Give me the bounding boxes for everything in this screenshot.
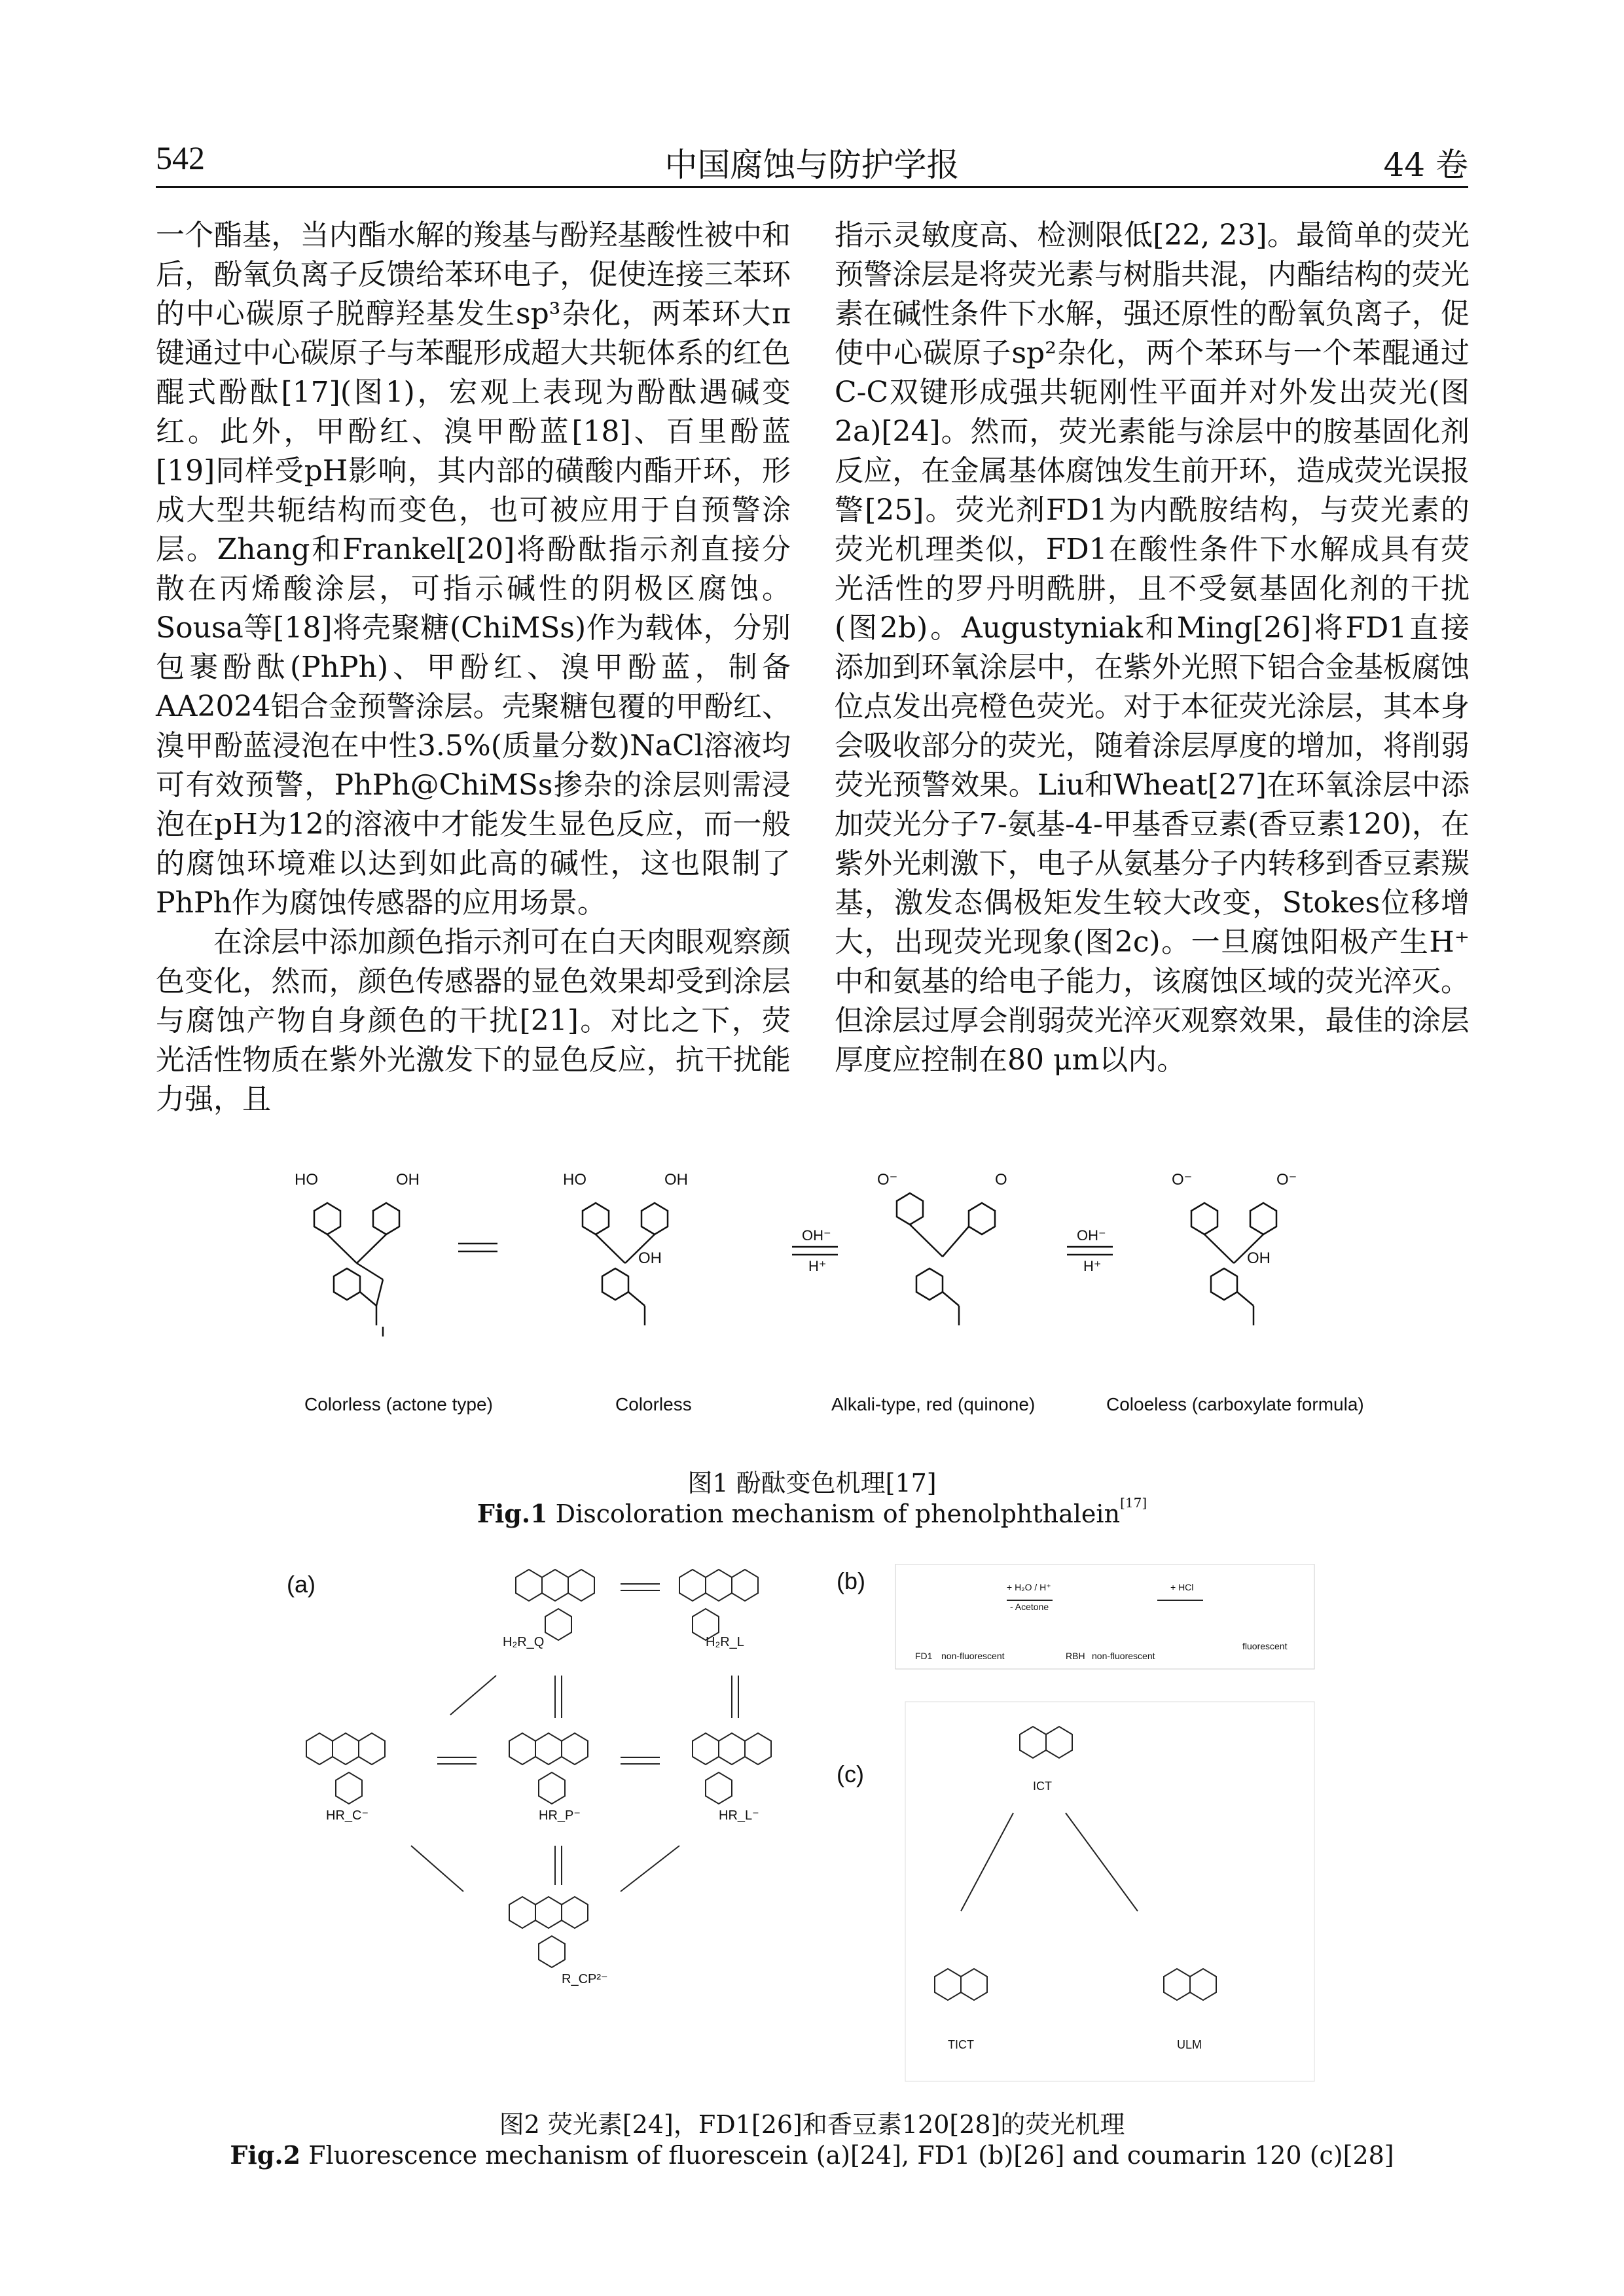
species-label: HR_P⁻ xyxy=(539,1808,581,1823)
figure-1-caption-en xyxy=(0,1495,1624,1528)
svg-text:O⁻: O⁻ xyxy=(1172,1171,1193,1189)
caption-text: Fluorescence mechanism of fluorescein (a)[24], FD1 (b)[26] and coumarin 120 (c)[28] xyxy=(300,2141,1394,2170)
right-column xyxy=(835,216,1470,1080)
figure-1-caption-cn: 图1 酚酞变色机理[17] xyxy=(687,1469,937,1498)
c-label: ICT xyxy=(1033,1780,1052,1793)
svg-text:OH: OH xyxy=(664,1171,688,1189)
svg-text:O: O xyxy=(995,1171,1007,1189)
left-column xyxy=(156,216,791,1119)
species-label: R_CP²⁻ xyxy=(562,1972,608,1986)
svg-text:O⁻: O⁻ xyxy=(1276,1171,1297,1189)
running-header xyxy=(156,126,1468,188)
arrow-label: H⁺ xyxy=(808,1258,827,1274)
structure-label: Alkali-type, red (quinone) xyxy=(831,1394,1036,1414)
arrow-label: OH⁻ xyxy=(802,1227,831,1244)
b-label: non-fluorescent xyxy=(1092,1651,1155,1661)
body-paragraph: 一个酯基，当内酯水解的羧基与酚羟基酸性被中和后，酚氧负离子反馈给苯环电子，促使连接三苯环的中心碳原子脱醇羟基发生sp³杂化，两苯环大π键通过中心碳原子与苯醌形成超大共轭体系的红色醌式酚酞[17](图1)，宏观上表现为酚酞遇碱变红。此外，甲酚红、溴甲酚蓝[18]、百里酚蓝[19]同样受pH影响，其内部的磺酸内酯开环，形成大型共轭结构而变色，也可被应用于自预警涂层。Zhang和Frankel[20]将酚酞指示剂直接分散在丙烯酸涂层，可指示碱性的阴极区腐蚀。Sousa等[18]将壳聚糖(ChiMSs)作为载体，分别包裹酚酞(PhPh)、甲酚红、溴甲酚蓝，制备AA2024铝合金预警涂层。壳聚糖包覆的甲酚红、溴甲酚蓝浸泡在中性3.5%(质量分数)NaCl溶液均可有效预警，PhPh@ChiMSs掺杂的涂层则需浸泡在pH为12的溶液中才能发生显色反应，而一般的腐蚀环境难以达到如此高的碱性，这也限制了PhPh作为腐蚀传感器的应用场景。 xyxy=(156,219,791,920)
b-label: FD1 xyxy=(915,1651,933,1661)
b-label: - Acetone xyxy=(1010,1602,1049,1612)
arrow-label: OH⁻ xyxy=(1077,1227,1106,1244)
caption-label: Fig.2 xyxy=(230,2140,301,2170)
species-label: H₂R_Q xyxy=(503,1635,545,1649)
structure-label: Coloeless (carboxylate formula) xyxy=(1106,1394,1364,1414)
c-label: ULM xyxy=(1177,2038,1202,2051)
svg-text:HO: HO xyxy=(295,1171,318,1189)
figure-1-scheme xyxy=(275,1165,1388,1414)
structure-label: Colorless (actone type) xyxy=(304,1394,493,1414)
body-paragraph: 指示灵敏度高、检测限低[22, 23]。最简单的荧光预警涂层是将荧光素与树脂共混，内酯结构的荧光素在碱性条件下水解，强还原性的酚氧负离子，促使中心碳原子sp²杂化，两个苯环与一个苯醌通过C-C双键形成强共轭刚性平面并对外发出荧光(图2a)[24]。然而，荧光素能与涂层中的胺基固化剂反应，在金属基体腐蚀发生前开环，造成荧光误报警[25]。荧光剂FD1为内酰胺结构，与荧光素的荧光机理类似，FD1在酸性条件下水解成具有荧光活性的罗丹明酰肼，且不受氨基固化剂的干扰(图2b)。Augustyniak和Ming[26]将FD1直接添加到环氧涂层中，在紫外光照下铝合金基板腐蚀位点发出亮橙色荧光。对于本征荧光涂层，其本身会吸收部分的荧光，随着涂层厚度的增加，将削弱荧光预警效果。Liu和Wheat[27]在环氧涂层中添加荧光分子7-氨基-4-甲基香豆素(香豆素120)，在紫外光刺激下，电子从氨基分子内转移到香豆素羰基，激发态偶极矩发生较大改变，Stokes位移增大，出现荧光现象(图2c)。一旦腐蚀阳极产生H⁺中和氨基的给电子能力，该腐蚀区域的荧光淬灭。但涂层过厚会削弱荧光淬灭观察效果，最佳的涂层厚度应控制在80 μm以内。 xyxy=(835,219,1470,1077)
figure-2-caption-cn: 图2 荧光素[24]，FD1[26]和香豆素120[28]的荧光机理 xyxy=(499,2110,1125,2139)
arrow-label: H⁺ xyxy=(1083,1258,1102,1274)
b-label: + H₂O / H⁺ xyxy=(1007,1582,1051,1592)
b-label: RBH xyxy=(1066,1651,1085,1661)
species-label: HR_L⁻ xyxy=(719,1808,759,1823)
journal-title: 中国腐蚀与防护学报 xyxy=(664,146,960,184)
panel-c-label: (c) xyxy=(837,1761,864,1787)
caption-label: Fig.1 xyxy=(477,1499,548,1528)
svg-text:HO: HO xyxy=(563,1171,586,1189)
b-label: fluorescent xyxy=(1242,1641,1288,1651)
panel-a-label: (a) xyxy=(287,1571,316,1598)
page-number: 542 xyxy=(156,139,205,176)
b-label: + HCl xyxy=(1170,1582,1194,1592)
svg-text:OH: OH xyxy=(396,1171,420,1189)
species-label: HR_C⁻ xyxy=(326,1808,369,1823)
structure-label: Colorless xyxy=(615,1394,692,1414)
figure-2-caption-en xyxy=(0,2140,1624,2170)
body-paragraph: 在涂层中添加颜色指示剂可在白天肉眼观察颜色变化，然而，颜色传感器的显色效果却受到涂层与腐蚀产物自身颜色的干扰[21]。对比之下，荧光活性物质在紫外光激发下的显色反应，抗干扰能力强，且 xyxy=(156,925,791,1116)
species-label: H₂R_L xyxy=(706,1635,744,1649)
volume-label: 44 卷 xyxy=(1383,146,1468,184)
figure-2-scheme xyxy=(287,1564,1321,2085)
svg-text:OH: OH xyxy=(1247,1249,1271,1267)
c-label: TICT xyxy=(948,2038,974,2051)
caption-ref: [17] xyxy=(1120,1495,1147,1511)
caption-text: Discoloration mechanism of phenolphthalein xyxy=(547,1499,1121,1528)
panel-b-label: (b) xyxy=(837,1568,865,1594)
fluorescence-structures xyxy=(287,1564,1321,2085)
b-label: non-fluorescent xyxy=(941,1651,1005,1661)
svg-text:OH: OH xyxy=(638,1249,662,1267)
svg-text:O⁻: O⁻ xyxy=(877,1171,898,1189)
phenolphthalein-structures xyxy=(275,1165,1388,1361)
